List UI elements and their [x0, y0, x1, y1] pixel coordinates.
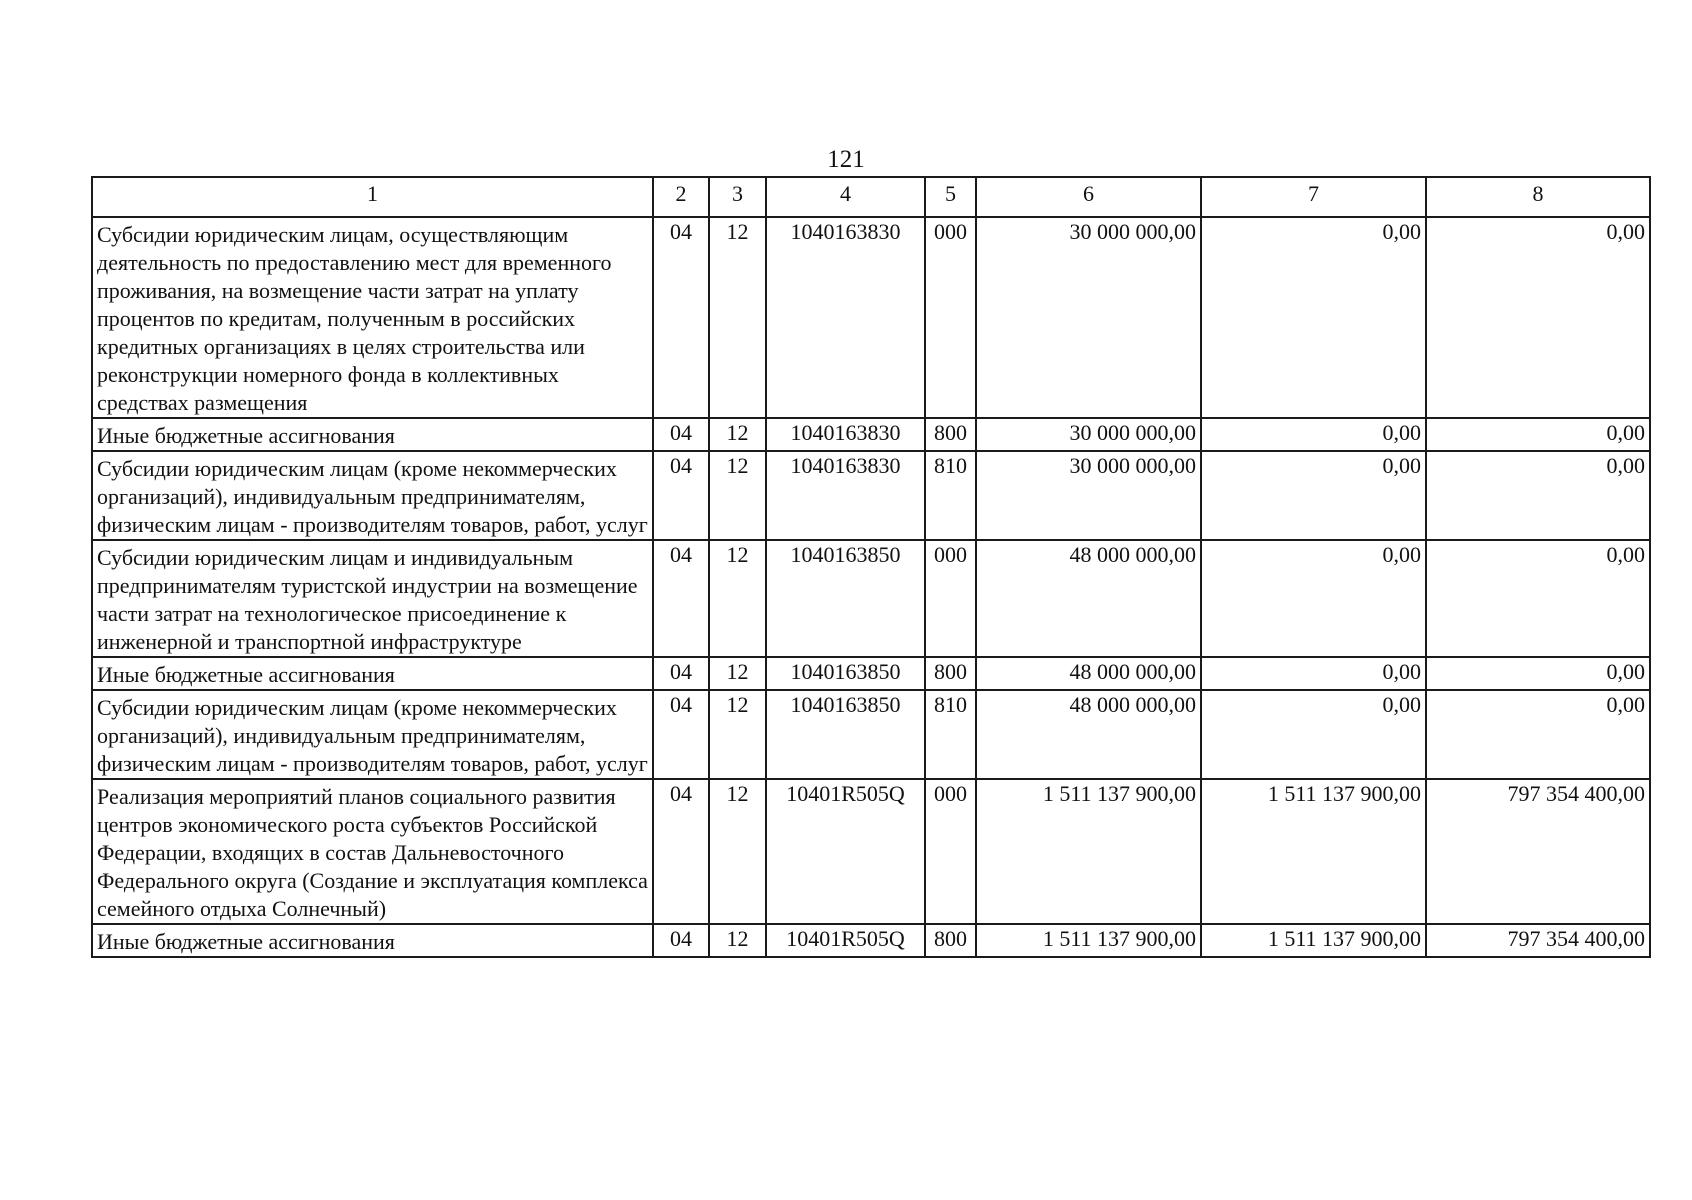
row-target-article: 1040163830 [766, 451, 925, 540]
row-target-article: 1040163850 [766, 657, 925, 690]
row-name: Субсидии юридическим лицам и индивидуальным предпринимателям туристской индустрии на возмещение части затрат на технологическое присоединение к инженерной и транспортной инфраструктуре [92, 540, 653, 657]
page-number: 121 [827, 146, 865, 173]
row-name: Реализация мероприятий планов социального развития центров экономического роста субъектов Российской Федерации, входящих в состав Дальневосточного Федерального округа (Создание и эксплуатация комплекса семейного отдыха Солнечный) [92, 779, 653, 924]
row-target-article: 1040163830 [766, 418, 925, 451]
row-amount-6: 30 000 000,00 [976, 451, 1201, 540]
row-expense-type: 800 [925, 657, 976, 690]
row-amount-6: 1 511 137 900,00 [976, 779, 1201, 924]
row-subsection: 12 [709, 540, 766, 657]
table-row [92, 779, 1650, 924]
row-subsection: 12 [709, 924, 766, 957]
row-subsection: 12 [709, 217, 766, 418]
table-row [92, 451, 1650, 540]
row-expense-type: 810 [925, 690, 976, 779]
row-amount-7: 0,00 [1201, 217, 1426, 418]
row-amount-6: 48 000 000,00 [976, 657, 1201, 690]
column-header-7: 7 [1201, 177, 1426, 217]
row-section: 04 [653, 451, 709, 540]
row-target-article: 10401R505Q [766, 924, 925, 957]
row-name: Субсидии юридическим лицам, осуществляющим деятельность по предоставлению мест для временного проживания, на возмещение части затрат на уплату процентов по кредитам, полученным в российских кредитных организациях в целях строительства или реконструкции номерного фонда в коллективных средствах размещения [92, 217, 653, 418]
row-expense-type: 000 [925, 779, 976, 924]
row-section: 04 [653, 779, 709, 924]
row-name: Субсидии юридическим лицам (кроме некоммерческих организаций), индивидуальным предпринимателям, физическим лицам - производителям товаров, работ, услуг [92, 451, 653, 540]
row-name: Субсидии юридическим лицам (кроме некоммерческих организаций), индивидуальным предпринимателям, физическим лицам - производителям товаров, работ, услуг [92, 690, 653, 779]
row-amount-8: 0,00 [1426, 540, 1650, 657]
row-target-article: 1040163830 [766, 217, 925, 418]
row-amount-8: 0,00 [1426, 217, 1650, 418]
budget-table [91, 176, 1651, 958]
row-section: 04 [653, 217, 709, 418]
row-section: 04 [653, 924, 709, 957]
row-section: 04 [653, 657, 709, 690]
table-row [92, 217, 1650, 418]
row-section: 04 [653, 690, 709, 779]
row-subsection: 12 [709, 657, 766, 690]
row-amount-6: 1 511 137 900,00 [976, 924, 1201, 957]
row-amount-8: 0,00 [1426, 657, 1650, 690]
row-target-article: 1040163850 [766, 540, 925, 657]
row-target-article: 1040163850 [766, 690, 925, 779]
row-amount-6: 48 000 000,00 [976, 690, 1201, 779]
table-row [92, 540, 1650, 657]
row-expense-type: 800 [925, 418, 976, 451]
column-header-3: 3 [709, 177, 766, 217]
row-amount-6: 48 000 000,00 [976, 540, 1201, 657]
row-expense-type: 810 [925, 451, 976, 540]
row-amount-7: 1 511 137 900,00 [1201, 924, 1426, 957]
table-row [92, 657, 1650, 690]
row-amount-7: 0,00 [1201, 540, 1426, 657]
column-header-6: 6 [976, 177, 1201, 217]
row-name: Иные бюджетные ассигнования [92, 924, 653, 957]
row-amount-8: 0,00 [1426, 418, 1650, 451]
row-subsection: 12 [709, 779, 766, 924]
column-header-2: 2 [653, 177, 709, 217]
row-subsection: 12 [709, 418, 766, 451]
row-amount-7: 0,00 [1201, 657, 1426, 690]
row-amount-7: 0,00 [1201, 690, 1426, 779]
table-row [92, 690, 1650, 779]
table-row [92, 924, 1650, 957]
row-amount-8: 0,00 [1426, 690, 1650, 779]
row-amount-7: 0,00 [1201, 418, 1426, 451]
row-expense-type: 000 [925, 217, 976, 418]
row-amount-7: 0,00 [1201, 451, 1426, 540]
row-amount-6: 30 000 000,00 [976, 418, 1201, 451]
column-header-1: 1 [92, 177, 653, 217]
row-amount-7: 1 511 137 900,00 [1201, 779, 1426, 924]
row-section: 04 [653, 540, 709, 657]
row-name: Иные бюджетные ассигнования [92, 657, 653, 690]
row-expense-type: 000 [925, 540, 976, 657]
row-expense-type: 800 [925, 924, 976, 957]
row-amount-6: 30 000 000,00 [976, 217, 1201, 418]
row-subsection: 12 [709, 690, 766, 779]
table-row [92, 418, 1650, 451]
row-target-article: 10401R505Q [766, 779, 925, 924]
row-amount-8: 797 354 400,00 [1426, 779, 1650, 924]
column-header-4: 4 [766, 177, 925, 217]
row-subsection: 12 [709, 451, 766, 540]
column-header-5: 5 [925, 177, 976, 217]
header-row [92, 177, 1650, 217]
row-amount-8: 0,00 [1426, 451, 1650, 540]
row-section: 04 [653, 418, 709, 451]
column-header-8: 8 [1426, 177, 1650, 217]
row-amount-8: 797 354 400,00 [1426, 924, 1650, 957]
row-name: Иные бюджетные ассигнования [92, 418, 653, 451]
